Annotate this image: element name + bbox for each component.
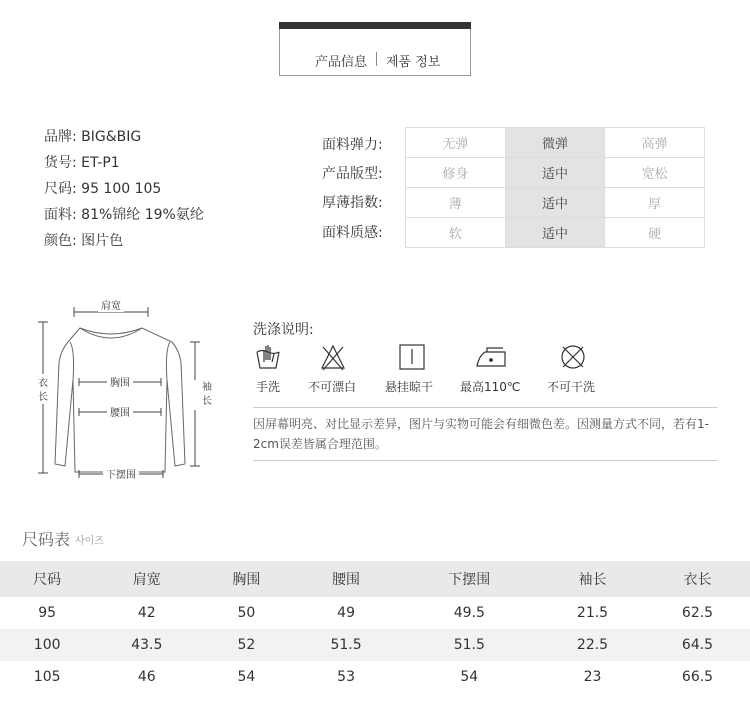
attr-option-selected: 适中	[505, 188, 605, 218]
table-cell: 50	[237, 605, 256, 621]
diagram-waist-label: 腰围	[110, 408, 130, 419]
table-cell: 42	[137, 605, 156, 621]
table-row	[0, 661, 750, 693]
attr-option: 厚	[605, 188, 705, 218]
garment-diagram	[25, 290, 225, 490]
size-table-subtitle: 사이즈	[75, 536, 104, 547]
table-cell: 49.5	[453, 605, 485, 621]
header-separator	[376, 52, 377, 66]
no-bleach-icon	[320, 342, 346, 372]
header-accent-bar	[279, 22, 471, 29]
table-cell: 22.5	[576, 637, 609, 653]
attr-row-thickness	[406, 188, 705, 218]
attr-label-elasticity: 面料弹力:	[322, 137, 383, 153]
no-dry-clean-icon	[559, 342, 587, 372]
care-label-hang-dry: 悬挂晾干	[385, 380, 434, 394]
table-row	[0, 629, 750, 661]
care-disclaimer: 因屏幕明亮、对比显示差异，图片与实物可能会有细微色差。因测量方式不同，若有1-2cm误差皆属合理范围。	[253, 417, 709, 451]
table-cell: 23	[583, 669, 602, 685]
care-label-no-bleach: 不可漂白	[308, 380, 357, 394]
size-col-header: 腰围	[332, 572, 361, 588]
attr-option-selected: 微弹	[505, 128, 605, 158]
diagram-sleeve-label-2: 长	[202, 396, 212, 407]
attr-option: 薄	[406, 188, 506, 218]
table-cell: 46	[137, 669, 156, 685]
table-cell: 53	[337, 669, 355, 685]
care-label-hand-wash: 手洗	[256, 380, 281, 394]
table-cell: 43.5	[131, 637, 163, 653]
table-cell: 52	[237, 637, 256, 653]
attr-option-selected: 适中	[505, 218, 605, 248]
size-table	[0, 561, 750, 693]
table-cell: 54	[237, 669, 256, 685]
header-title-cn: 产品信息	[315, 55, 368, 70]
attr-option: 硬	[605, 218, 705, 248]
size-col-header: 衣长	[683, 572, 712, 588]
care-title: 洗涤说明:	[253, 322, 314, 338]
attr-label-fit: 产品版型:	[322, 166, 383, 182]
care-label-no-dry-clean: 不可干洗	[547, 380, 596, 394]
table-cell: 51.5	[453, 637, 485, 653]
table-cell: 95	[38, 605, 57, 621]
size-table-title: 尺码表	[22, 530, 71, 549]
size-col-header: 袖长	[578, 572, 607, 588]
header-box	[279, 22, 471, 76]
diagram-sleeve-label-1: 袖	[202, 382, 212, 393]
diagram-length-label-1: 衣	[38, 378, 48, 389]
table-cell: 66.5	[681, 669, 714, 685]
attr-option: 高弹	[605, 128, 705, 158]
attr-option-selected: 适中	[505, 158, 605, 188]
care-divider-top	[253, 407, 718, 408]
diagram-hem-label: 下摆围	[106, 470, 136, 481]
size-col-header: 尺码	[33, 572, 62, 588]
attributes-table	[405, 127, 705, 248]
info-brand: 品牌: BIG&BIG	[44, 129, 142, 145]
table-cell: 21.5	[576, 605, 609, 621]
diagram-length-label-2: 长	[38, 392, 48, 403]
table-cell: 51.5	[330, 637, 362, 653]
table-row	[0, 597, 750, 629]
size-col-header: 肩宽	[132, 572, 161, 588]
info-sizes: 尺码: 95 100 105	[44, 181, 162, 197]
diagram-chest-label: 胸围	[110, 378, 130, 389]
hand-wash-icon	[255, 342, 281, 372]
iron-icon	[475, 342, 507, 372]
table-cell: 64.5	[681, 637, 714, 653]
attr-row-elasticity	[406, 128, 705, 158]
attr-row-fit	[406, 158, 705, 188]
diagram-shoulder-label: 肩宽	[101, 301, 121, 312]
size-col-header: 胸围	[232, 572, 261, 588]
hang-dry-icon	[399, 342, 425, 372]
attr-option: 宽松	[605, 158, 705, 188]
attr-option: 无弹	[406, 128, 506, 158]
attr-row-texture	[406, 218, 705, 248]
attr-option: 软	[406, 218, 506, 248]
attr-label-texture: 面料质感:	[322, 225, 383, 241]
attr-label-thickness: 厚薄指数:	[322, 195, 383, 211]
care-divider-bottom	[253, 460, 718, 461]
table-cell: 62.5	[681, 605, 714, 621]
info-fabric: 面料: 81%锦纶 19%氨纶	[44, 207, 204, 223]
table-cell: 54	[460, 669, 479, 685]
table-cell: 105	[33, 669, 61, 685]
table-cell: 100	[33, 637, 61, 653]
table-cell: 49	[337, 605, 355, 621]
info-color: 颜色: 图片色	[44, 233, 124, 249]
info-item-no: 货号: ET-P1	[44, 155, 120, 171]
size-table-header-row	[0, 561, 750, 597]
attr-option: 修身	[406, 158, 506, 188]
care-label-iron: 最高110℃	[460, 380, 521, 394]
header-title-kr: 제품 정보	[386, 55, 441, 70]
size-col-header: 下摆围	[448, 572, 491, 588]
